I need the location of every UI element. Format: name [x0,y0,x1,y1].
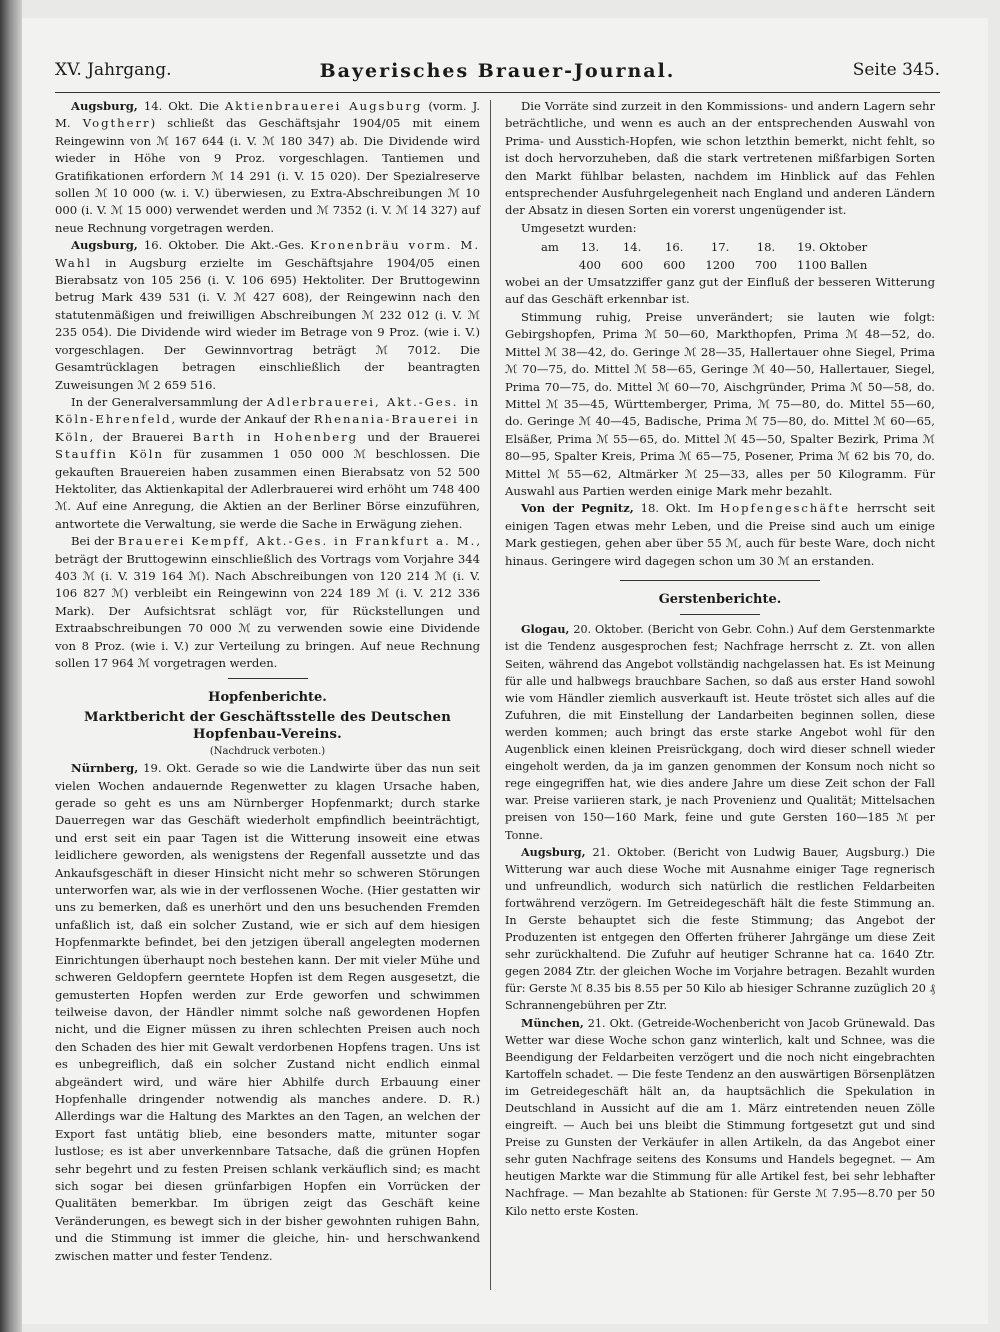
market-report-title: Marktbericht der Geschäftsstelle des Deutschen Hopfenbau-Vereins. [83,709,452,742]
turnover-dates-row [531,239,877,256]
turnover-note [505,274,935,309]
article-adlerbrauerei [55,394,480,533]
body-text: Die Vorräte sind zurzeit in den Kommissions- und andern Lagern sehr beträchtliche, und wenn es auch an der entsprechenden Auswahl von Prima- und Ausstich-Hopfen, wie schon letzthin bemerkt, nicht fehlt, so ist doch hervorzuheben, daß die stark vertretenen mißfarbigen Sorten den Markt fühlbar belasten, nachdem im Hinblick auf das Fehlen entsprechender Ausfuhrgelegenheit nach England und anderen Ländern der Absatz in diesen Sorten ein vorerst ungenügender ist. [505,99,935,218]
barley-section-heading: Gerstenberichte. [658,591,782,607]
turnover-value: 400 [578,257,602,272]
body-text: für zusammen 1 050 000 ℳ beschlossen. Die gekauften Brauereien haben zusammen einen Bierabsatz von 52 500 Hektoliter, das Aktienkapital der Adlerbrauerei wird erhöht um 748 400 ℳ. Auf eine Anregung, die Aktien an der Berliner Börse einzuführen, antwortete die Verwaltung, sie werde die Sache in Erwägung ziehen. [55,447,480,531]
turnover-value: 700 [754,257,777,272]
body-text: Bei der [71,534,118,549]
section-rule [680,614,760,615]
page-header [55,58,940,93]
body-text: ) schließt das Geschäftsjahr 1904/05 mit einem Reingewinn von ℳ 167 644 (i. V. ℳ 180 347) ab. Die Dividende wird wieder in Höhe von 9 Proz. vorgeschlagen. Tantiemen und Gratifikationen erfordern ℳ 14 291 (i. V. 15 020). Der Spezialreserve sollen ℳ 10 000 (w. i. V.) überwiesen, zu Extra-Abschreibungen ℳ 10 000 (i. V. ℳ 15 000) verwendet werden und ℳ 7352 (i. V. ℳ 14 327) auf neue Rechnung vorgetragen werden. [55,116,480,235]
body-text: und der Brauerei [358,429,481,444]
turnover-date: 18. [756,240,776,255]
dateline: Augsburg, [71,99,138,113]
spaced-name: Aktienbrauerei Augsburg [224,99,423,113]
article-pegnitz [505,500,935,570]
body-text: 16. Oktober. Die Akt.-Ges. [137,238,311,253]
turnover-values-row [531,257,877,274]
turnover-value: 1100 Ballen [796,257,868,272]
right-column [505,98,935,1220]
turnover-value: 600 [621,257,644,272]
turnover-table [531,239,877,274]
body-text: 21. Okt. (Getreide-Wochenbericht von Jacob Grünewald. Das Wetter war diese Woche schon ganz winterlich, kalt und Schnee, was die Beendigung der Feldarbeiten verzögert und die noch nicht eingebrachten Kartoffeln schadet. — Die feste Tendenz an den auswärtigen Börsenplätzen im Getreidegeschäft hält an, da hauptsächlich die Spekulation in Deutschland in Aussicht auf die am 1. März eintretenden neuen Zölle eingreift. — Auch bei uns bleibt die Stimmung fortgesetzt gut und sind Preise zu Gunsten der Verkäufer in allen Artikeln, da das Angebot einer sehr guten Nachfrage seitens des Konsums und Handels begegnet. — Am heutigen Markte war die Stimmung für alle Artikel fest, bei sehr lebhafter Nachfrage. — Man bezahlte ab Stationen: für Gerste ℳ 7.95—8.70 per 50 Kilo netto erste Kosten. [505,1016,935,1218]
binding-spine [0,0,22,1332]
body-text: In der Generalversammlung der [71,394,267,409]
turnover-date: 14. [622,240,642,255]
page-number: Seite 345. [852,60,940,80]
body-text: herrscht seit einigen Tagen etwas mehr Leben, und die Preise sind auch um einige Mark gestiegen, gehen aber über 55 ℳ, auch für beste Ware, doch nicht hinaus. Geringere wird dagegen schon um 30 ℳ an erstanden. [505,501,935,568]
hops-price-list [505,309,935,500]
column-divider [490,100,491,1290]
journal-title: Bayerisches Brauer-Journal. [319,60,676,82]
turnover-prefix: am [541,240,559,255]
body-text: , wurde der Ankauf der [171,412,314,427]
volume-label: XV. Jahrgang. [55,60,172,80]
reprint-note: (Nachdruck verboten.) [209,745,326,757]
turnover-value: 600 [663,257,686,272]
spaced-name: Barth in Hohenberg [192,429,359,444]
article-augsburg-kronenbraeu [55,237,480,394]
article-glogau [505,621,935,843]
spaced-name: Kronenbräu vorm. M. Wahl [55,238,481,270]
spaced-name: Adlerbrauerei, Akt.-Ges. in Köln-Ehrenfeld [55,394,480,427]
hops-section-heading: Hopfenberichte. [208,690,327,706]
body-text: in Augsburg erzielte im Geschäftsjahre 1904/05 einen Bierabsatz von 105 256 (i. V. 106 695) Hektoliter. Der Bruttogewinn betrug Mark 439 531 (i. V. ℳ 427 608), der Reingewinn nach den statutenmäßigen und freiwilligen Abschreibungen ℳ 232 012 (i. V. ℳ 235 054). Die Dividende wird wieder im Betrage von 9 Proz. (wie i. V.) vorgeschlagen. Der Gewinnvortrag beträgt ℳ 7012. Die Gesamtrücklagen betragen einschließlich der beantragten Zuweisungen ℳ 2 659 516. [55,255,480,392]
article-augsburg-aktienbrauerei [55,98,480,237]
body-text: wobei an der Umsatzziffer ganz gut der Einfluß der besseren Witterung auf das Geschäft erkennbar ist. [505,275,935,307]
section-rule [620,580,820,581]
article-brauerei-kempff [55,533,480,672]
body-text: 19. Okt. Gerade so wie die Landwirte über das nun seit vielen Wochen andauernde Regenwetter zu klagen Ursache haben, gerade so geht es uns am Nürnberger Hopfenmarkt; durch starke Dauerregen war das Geschäft wiederholt empfindlich beeinträchtigt, und erst seit ein paar Tagen ist die Witterung insoweit eine etwas leidlichere geworden, als wenigstens der Regenfall aussetzte und das Ankaufsgeschäft in dieser Hinsicht nicht mehr so schweren Störungen unterworfen war, als wie in der verflossenen Woche. (Hier gestatten wir uns zu bemerken, daß es unerhört und den uns besuchenden Fremden unfaßlich ist, daß ein solcher Zustand, wie er sich auf dem hiesigen Hopfenmarkte befindet, bei den jetzigen überall angelegten modernen Einrichtungen überhaupt noch bestehen kann. Der mit vieler Mühe und schweren Geldopfern geerntete Hopfen ist dem Regen ausgesetzt, die gemusterten Hopfen werden zur Erde geworfen und schwimmen teilweise davon, der Händler nimmt solche naß gewordenen Hopfen nicht, und die Eigner müssen zu ihren schlechten Preisen auch noch den Schaden des hier mit Gewalt verdorbenen Hopfens tragen. Uns ist es unbegreiflich, daß ein solcher Zustand nicht endlich einmal abgeändert wird, und wäre hier Abhilfe durch Erbauung einer Hopfenhalle dringender notwendig als manches andere. D. R.) Allerdings war die Haltung des Marktes an den Tagen, an welchen der Export fast untätig blieb, eine besonders matte, mitunter sogar lustlose; es ist aber unverkennbare Tatsache, daß die grünen Hopfen sehr begehrt und zu festen Preisen schlank verkäuflich sind; es macht sich sogar bei diesen grünfarbigen Hopfen ein Vorrücken der Qualitäten bemerkbar. Im übrigen zeigt das Geschäft keine Veränderungen, es bewegt sich in der bisher gewohnten ruhigen Bahn, und die Stimmung ist immer die gleiche, hin- und herschwankend zwischen matter und fester Tendenz. [55,761,480,1263]
body-text: 14. Okt. Die [137,99,225,113]
article-nuernberg-hops [55,760,480,1265]
dateline: Nürnberg, [71,761,139,776]
turnover-date: 17. [710,240,730,255]
body-text: , der Brauerei [89,429,193,444]
hops-stock-paragraph [505,98,935,220]
body-text: (vorm. J. M. [55,99,480,131]
spaced-name: Hopfengeschäfte [720,501,851,516]
turnover-label: Umgesetzt wurden: [521,220,637,235]
body-text: , beträgt der Bruttogewinn einschließlich des Vortrags vom Vorjahre 344 403 ℳ (i. V. 319 164 ℳ). Nach Abschreibungen von 120 214 ℳ (i. V. 106 827 ℳ) verbleibt ein Reingewinn von 224 189 ℳ (i. V. 212 336 Mark). Der Aufsichtsrat schlägt vor, für Rückstellungen und Extraabschreibungen 70 000 ℳ zu verwenden sowie eine Dividende von 8 Proz. (wie i. V.) zur Verteilung zu bringen. Auf neue Rechnung sollen 17 964 ℳ vorgetragen werden. [55,534,480,670]
dateline: München, [521,1015,584,1030]
turnover-date: 16. [665,240,684,255]
spaced-name: Rhenania-Brauerei in Köln [55,412,480,444]
turnover-value: 1200 [705,257,735,272]
article-muenchen [505,1015,935,1220]
spaced-name: Vogtherr [82,116,151,131]
body-text: 21. Oktober. (Bericht von Ludwig Bauer, Augsburg.) Die Witterung war auch diese Woche mit Ausnahme einiger Tage regnerisch und unfreundlich, wodurch sich natürlich die restlichen Feldarbeiten fortwährend verzögern. Im Getreidegeschäft hält die feste Stimmung an. In Gerste behauptet sich die feste Stimmung; das Angebot der Produzenten ist entgegen den Offerten früherer Jahrgänge um diese Zeit sehr zurückhaltend. Die Zufuhr auf heutiger Schranne hat ca. 1640 Ztr. gegen 2084 Ztr. der gleichen Woche im Vorjahre betragen. Bezahlt wurden für: Gerste ℳ 8.35 bis 8.55 per 50 Kilo ab hiesiger Schranne zuzüglich 20 ₰ Schrannengebühren per Ztr. [505,845,935,1013]
dateline: Von der Pegnitz, [521,501,634,516]
article-augsburg-barley [505,844,935,1015]
section-rule [228,678,308,679]
spaced-name: Stauffin Köln [55,447,164,462]
body-text: 18. Okt. Im [633,501,721,516]
turnover-date: 13. [580,240,600,255]
spaced-name: Brauerei Kempff, Akt.-Ges. in Frankfurt a. M. [117,534,477,549]
dateline: Augsburg, [71,238,138,253]
turnover-date: 19. Oktober [797,240,868,255]
left-column [55,98,480,1265]
dateline: Augsburg, [521,844,586,859]
body-text: Stimmung ruhig, Preise unverändert; sie lauten wie folgt: Gebirgshopfen, Prima ℳ 50—60, Markthopfen, Prima ℳ 48—52, do. Mittel ℳ 38—42, do. Geringe ℳ 28—35, Hallertauer ohne Siegel, Prima ℳ 70—75, do. Mittel ℳ 58—65, Geringe ℳ 40—50, Hallertauer, Siegel, Prima 70—75, do. Mittel ℳ 60—70, Aischgründer, Prima ℳ 50—58, do. Mittel ℳ 35—45, Württemberger, Prima, ℳ 75—80, do. Mittel 55—60, do. Geringe ℳ 40—45, Badische, Prima ℳ 75—80, do. Mittel ℳ 60—65, Elsäßer, Prima ℳ 55—65, do. Mittel ℳ 45—50, Spalter Bezirk, Prima ℳ 80—95, Spalter Kreis, Prima ℳ 65—75, Posener, Prima ℳ 62 bis 70, do. Mittel ℳ 55—62, Altmärker ℳ 25—33, alles per 50 Kilogramm. Für Auswahl aus Partien werden einige Mark mehr bezahlt. [505,309,935,498]
dateline: Glogau, [521,622,570,637]
body-text: 20. Oktober. (Bericht von Gebr. Cohn.) Auf dem Gerstenmarkte ist die Tendenz ausgesprochen fest; Nachfrage herrscht z. Zt. von allen Seiten, während das Angebot vollständig nachgelassen hat. Es ist Meinung für alle und halbwegs brauchbare Sachen, so daß aus erster Hand sowohl wie vom Händler ziemlich ausverkauft ist. Heute tröstet sich alles auf die Zufuhren, die mit Einstellung der Landarbeiten beginnen sollen, diese werden kommen; auch bringt das erste starke Angebot wohl für den Augenblick einen kleinen Preisrückgang, doch wird dieser schnell wieder eingeholt werden, da ja im ganzen genommen der Konsum noch nicht so rege eingegriffen hat, wie dies andere Jahre um diese Zeit schon der Fall war. Preise variieren stark, je nach Provenienz und Qualität; Mittelsachen preisen von 150—160 Mark, feine und gute Gersten 160—185 ℳ per Tonne. [505,623,935,842]
